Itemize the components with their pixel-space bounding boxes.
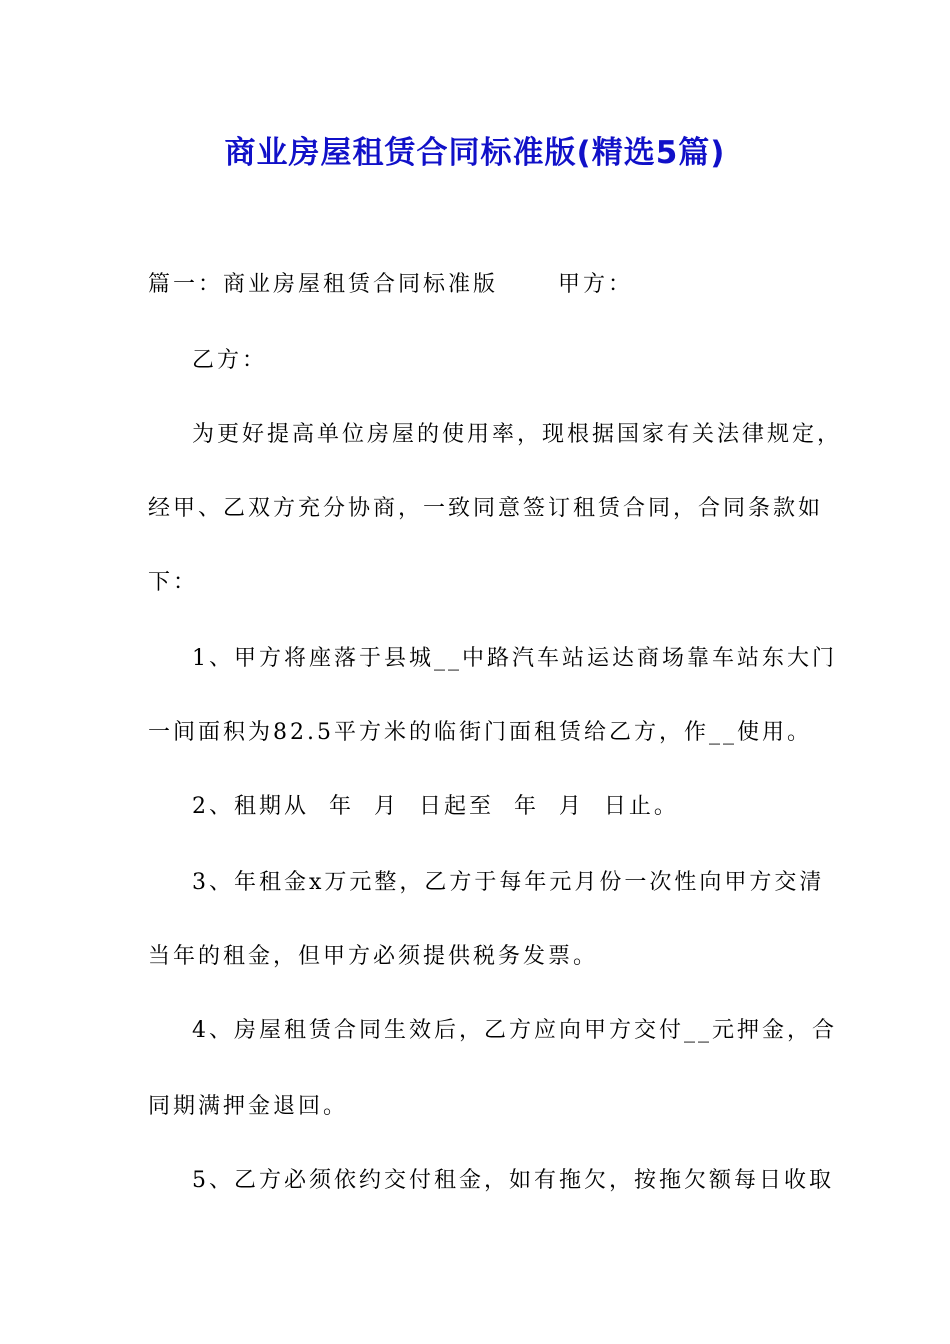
paragraph-line: 下： bbox=[148, 570, 199, 595]
paragraph-line: 为更好提高单位房屋的使用率，现根据国家有关法律规定， bbox=[192, 422, 843, 447]
paragraph-line: 3、年租金x万元整，乙方于每年元月份一次性向甲方交清 bbox=[192, 870, 825, 895]
paragraph-line: 经甲、乙双方充分协商，一致同意签订租赁合同，合同条款如 bbox=[148, 496, 824, 521]
paragraph-line: 当年的租金，但甲方必须提供税务发票。 bbox=[148, 944, 599, 969]
paragraph-line: 5、乙方必须依约交付租金，如有拖欠，按拖欠额每日收取 bbox=[192, 1168, 834, 1193]
paragraph-line: 一间面积为82.5平方米的临街门面租赁给乙方，作__使用。 bbox=[148, 720, 812, 745]
paragraph-line: 4、房屋租赁合同生效后，乙方应向甲方交付__元押金，合 bbox=[192, 1018, 837, 1043]
paragraph-line: 同期满押金退回。 bbox=[148, 1094, 349, 1119]
paragraph-line: 乙方： bbox=[192, 348, 268, 373]
paragraph-line: 2、租期从 年 月 日起至 年 月 日止。 bbox=[192, 794, 679, 819]
document-title: 商业房屋租赁合同标准版(精选5篇) bbox=[224, 135, 726, 171]
paragraph-line: 1、甲方将座落于县城__中路汽车站运达商场靠车站东大门 bbox=[192, 646, 837, 671]
section-heading: 篇一：商业房屋租赁合同标准版 甲方： bbox=[148, 272, 633, 297]
